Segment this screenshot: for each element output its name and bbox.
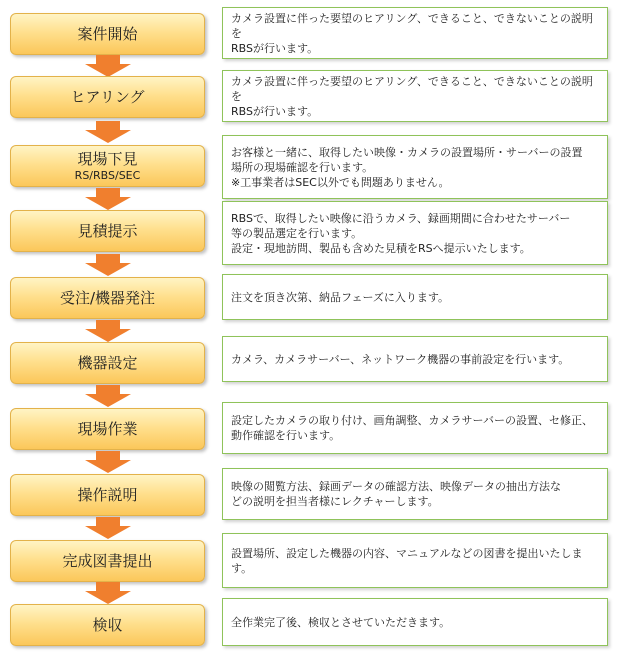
step-title: 機器設定 <box>77 354 138 372</box>
step-description-text: カメラ、カメラサーバー、ネットワーク機器の事前設定を行います。 <box>231 352 570 366</box>
down-arrow-icon <box>83 451 133 473</box>
step-title: 完成図書提出 <box>62 552 153 570</box>
step-description-site-survey <box>222 135 608 199</box>
step-title: 検収 <box>92 616 123 634</box>
down-arrow-icon <box>83 254 133 276</box>
down-arrow-icon <box>83 385 133 407</box>
step-description-text: 全作業完了後、検収とさせていただきます。 <box>231 615 451 629</box>
step-description-order <box>222 274 608 320</box>
step-title: ヒアリング <box>70 88 145 106</box>
step-description-text: 設定したカメラの取り付け、画角調整、カメラサーバーの設置、セ修正、 動作確認を行います。 <box>231 414 594 442</box>
step-description-document-submit <box>222 533 608 588</box>
step-subtitle: RS/RBS/SEC <box>74 169 141 182</box>
step-description-text: 注文を頂き次第、納品フェーズに入ります。 <box>231 290 450 304</box>
step-description-site-work <box>222 402 608 454</box>
step-description-text: RBSで、取得したい映像に沿うカメラ、録画期間に合わせたサーバー 等の製品選定を行います。 設定・現地訪問、製品も含めた見積をRSへ提示いたします。 <box>231 211 571 255</box>
step-description-quotation <box>222 201 608 265</box>
step-site-survey <box>10 145 205 187</box>
step-description-hearing <box>222 70 608 122</box>
step-device-setup <box>10 342 205 384</box>
step-title: 見積提示 <box>77 222 138 240</box>
down-arrow-icon <box>83 121 133 143</box>
step-hearing <box>10 76 205 118</box>
step-title: 操作説明 <box>77 486 138 504</box>
step-acceptance <box>10 604 205 646</box>
step-title: 現場下見 <box>77 150 138 168</box>
step-description-acceptance <box>222 598 608 646</box>
step-description-text: カメラ設置に伴った要望のヒアリング、できること、できないことの説明を RBSが行います。 <box>231 74 593 118</box>
step-operation-guide <box>10 474 205 516</box>
step-description-text: 映像の閲覧方法、録画データの確認方法、映像データの抽出方法な どの説明を担当者様にレクチャーします。 <box>231 480 561 508</box>
down-arrow-icon <box>83 517 133 539</box>
step-description-text: お客様と一緒に、取得したい映像・カメラの設置場所・サーバーの設置 場所の現場確認を行います。 ※工事業者はSEC以外でも問題ありません。 <box>231 145 583 189</box>
step-document-submit <box>10 540 205 582</box>
step-title: 現場作業 <box>77 420 138 438</box>
step-quotation <box>10 210 205 252</box>
down-arrow-icon <box>83 188 133 210</box>
step-description-device-setup <box>222 336 608 382</box>
step-description-text: 設置場所、設定した機器の内容、マニュアルなどの図書を提出いたしま す。 <box>231 546 583 575</box>
step-title: 案件開始 <box>77 25 138 43</box>
step-description-operation-guide <box>222 468 608 520</box>
down-arrow-icon <box>83 55 133 77</box>
step-description-text: カメラ設置に伴った要望のヒアリング、できること、できないことの説明を RBSが行います。 <box>231 11 593 55</box>
step-order <box>10 277 205 319</box>
step-description-case-start <box>222 7 608 59</box>
step-case-start <box>10 13 205 55</box>
down-arrow-icon <box>83 582 133 604</box>
step-site-work <box>10 408 205 450</box>
down-arrow-icon <box>83 320 133 342</box>
step-title: 受注/機器発注 <box>59 289 156 307</box>
